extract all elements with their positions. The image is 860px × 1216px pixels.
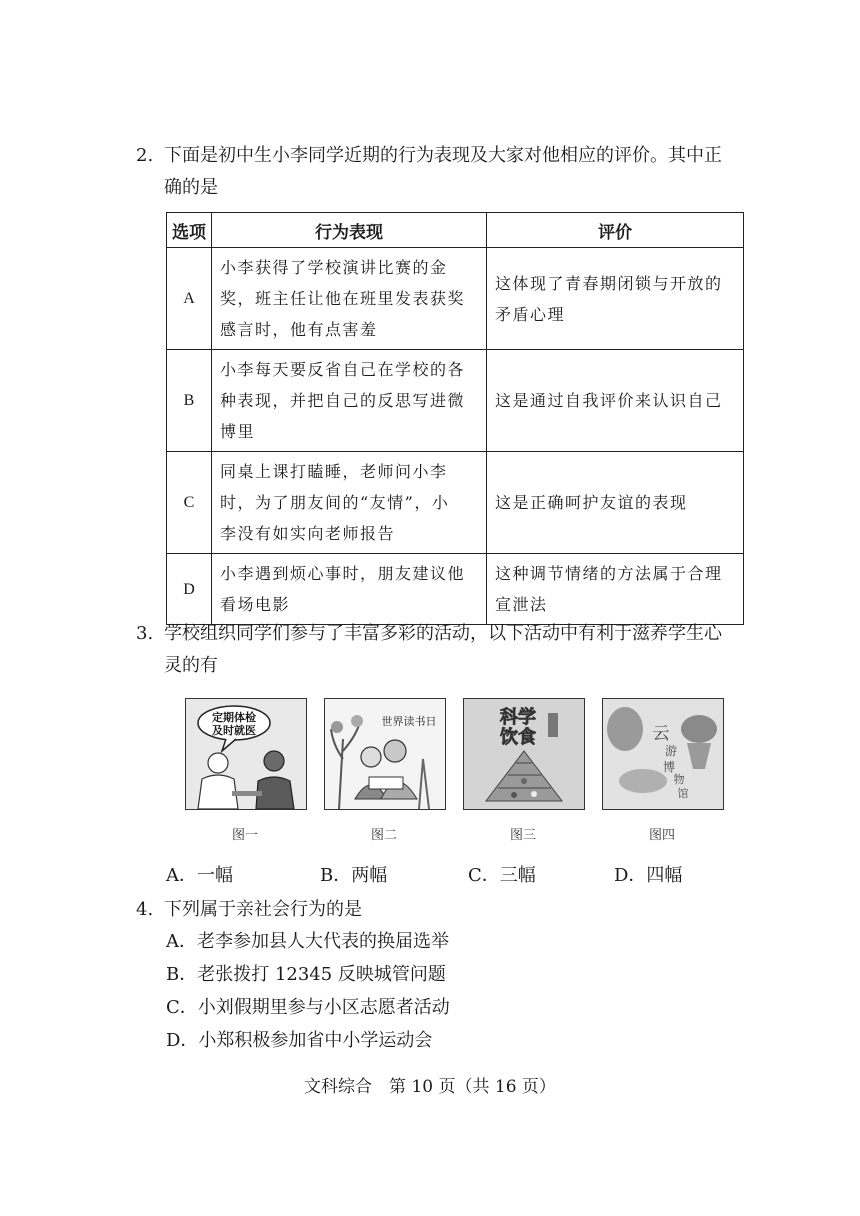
choice-a[interactable]: A．一幅 [166, 865, 233, 886]
row-option: C [167, 452, 212, 554]
q4-option-b[interactable]: B．老张拨打 12345 反映城管问题 [166, 964, 446, 985]
header-evaluation: 评价 [487, 213, 744, 248]
table-row [167, 248, 744, 350]
figure-1-text-line2: 及时就医 [212, 724, 256, 737]
behavior-line: 种表现，并把自己的反思写进微 [220, 391, 466, 410]
behavior-line: 看场电影 [220, 595, 291, 614]
figure-4-text-line2: 游 [664, 744, 678, 758]
figure-4-caption: 图四 [648, 828, 675, 843]
figure-2-caption: 图二 [370, 828, 397, 843]
behavior-line: 小李每天要反省自己在学校的各 [220, 360, 466, 379]
header-option: 选项 [167, 213, 212, 248]
museum-artifacts-icon [603, 699, 723, 809]
row-evaluation [487, 248, 744, 350]
row-evaluation [487, 554, 744, 625]
figure-1-caption: 图一 [231, 828, 258, 843]
table-header-row [167, 213, 744, 248]
evaluation-line: 宣泄法 [495, 595, 548, 614]
figure-4-text-line3: 博 [662, 760, 676, 774]
figure-3-caption: 图三 [509, 828, 536, 843]
question-4 [136, 894, 756, 926]
question-text-line1: 下面是初中生小李同学近期的行为表现及大家对他相应的评价。其中正 [164, 145, 722, 166]
row-option: D [167, 554, 212, 625]
page-footer: 文科综合 第 10 页（共 16 页） [304, 1077, 556, 1097]
figure-1 [185, 698, 307, 810]
row-evaluation [487, 452, 744, 554]
evaluation-line: 这是正确呵护友谊的表现 [495, 493, 688, 512]
figure-2 [324, 698, 446, 810]
question-text-line1: 学校组织同学们参与了丰富多彩的活动，以下活动中有利于滋养学生心 [164, 623, 722, 644]
doctor-checkup-icon [186, 699, 306, 809]
q4-option-a[interactable]: A．老李参加县人大代表的换届选举 [166, 931, 449, 952]
question-text: 下列属于亲社会行为的是 [164, 899, 362, 920]
evaluation-line: 矛盾心理 [495, 304, 566, 324]
question-3 [136, 618, 756, 682]
behavior-line: 奖，班主任让他在班里发表获奖 [220, 289, 466, 308]
row-behavior [212, 350, 487, 452]
figure-1-text-line1: 定期体检 [212, 711, 256, 724]
figure-3-text-line2: 饮食 [500, 727, 536, 748]
row-evaluation [487, 350, 744, 452]
row-option: B [167, 350, 212, 452]
choice-c[interactable]: C．三幅 [468, 865, 536, 886]
behavior-line: 小李遇到烦心事时，朋友建议他 [220, 564, 466, 583]
q4-option-c[interactable]: C．小刘假期里参与小区志愿者活动 [166, 997, 450, 1018]
row-option: A [167, 248, 212, 350]
figure-4-text-line1: 云 [652, 724, 670, 744]
row-behavior [212, 554, 487, 625]
behavior-line: 同桌上课打瞌睡，老师问小李 [220, 462, 448, 481]
figure-3 [463, 698, 585, 810]
choice-d[interactable]: D．四幅 [614, 865, 683, 886]
behavior-line: 感言时，他有点害羞 [220, 320, 378, 339]
options-table [166, 212, 744, 625]
behavior-line: 李没有如实向老师报告 [220, 524, 396, 543]
evaluation-line: 这是通过自我评价来认识自己 [495, 391, 723, 410]
table-row [167, 452, 744, 554]
evaluation-line: 这种调节情绪的方法属于合理 [495, 564, 723, 583]
choice-b[interactable]: B．两幅 [320, 865, 388, 886]
question-number: 4. [136, 899, 154, 920]
behavior-line: 时，为了朋友间的“友情”，小 [220, 493, 450, 512]
question-text-line2: 确的是 [164, 177, 218, 198]
question-number: 3. [136, 623, 154, 644]
food-pyramid-icon [464, 699, 584, 809]
figure-4-text-line5: 馆 [677, 787, 689, 800]
figure-2-text: 世界读书日 [381, 715, 437, 728]
question-text-line2: 灵的有 [164, 655, 218, 676]
reading-icon [325, 699, 445, 809]
behavior-line: 博里 [220, 422, 256, 441]
figure-4-text-line4: 物 [673, 773, 685, 786]
behavior-line: 小李获得了学校演讲比赛的金 [220, 258, 448, 277]
question-number: 2. [136, 145, 154, 166]
question-2 [136, 140, 756, 204]
evaluation-line: 这体现了青春期闭锁与开放的 [495, 273, 723, 293]
header-behavior: 行为表现 [212, 213, 487, 248]
row-behavior [212, 248, 487, 350]
figure-4 [602, 698, 724, 810]
row-behavior [212, 452, 487, 554]
q4-option-d[interactable]: D．小郑积极参加省中小学运动会 [166, 1030, 433, 1051]
table-row [167, 350, 744, 452]
table-row [167, 554, 744, 625]
figure-3-text-line1: 科学 [500, 707, 536, 728]
